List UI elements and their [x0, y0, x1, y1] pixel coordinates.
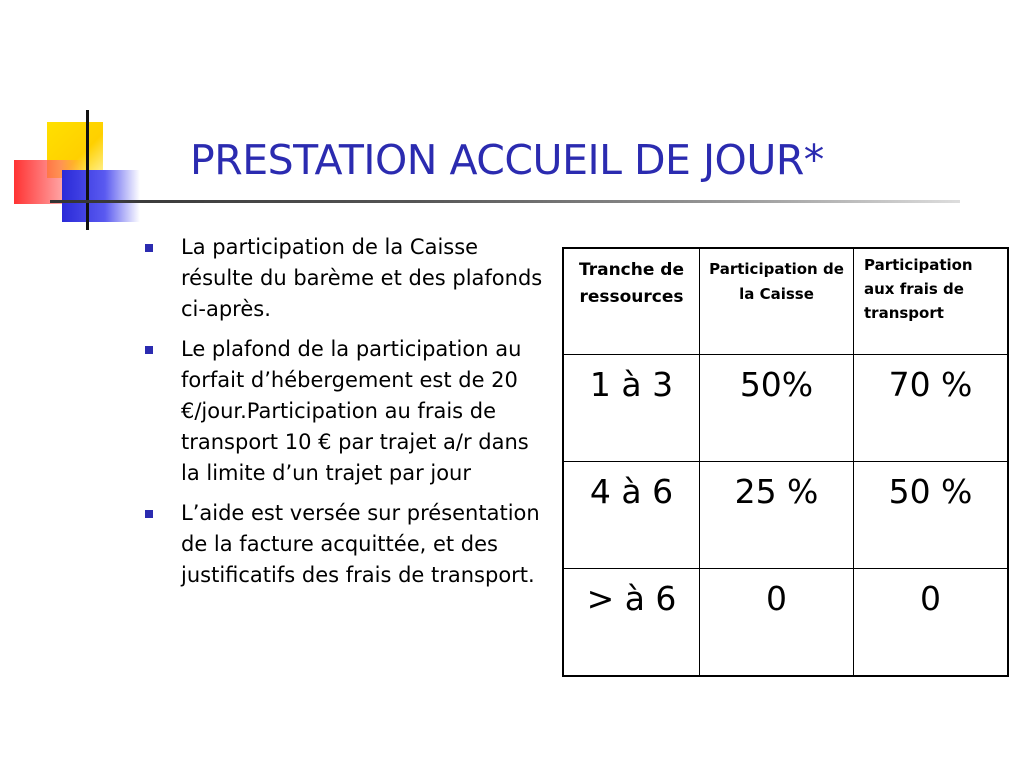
cell-text: 1 à 3	[589, 365, 674, 404]
slide-title: PRESTATION ACCUEIL DE JOUR*	[190, 136, 824, 184]
table-header-row	[563, 248, 1008, 355]
table-cell	[700, 462, 854, 569]
table-cell	[563, 462, 700, 569]
table-row	[563, 569, 1008, 677]
decorative-blue-square	[62, 170, 140, 222]
bullet-text: Le plafond de la participation au forfait d’hébergement est de 20 €/jour.Participation au frais de transport 10 € par trajet a/r dans la limite d’un trajet par jour	[181, 337, 529, 485]
cell-text: > à 6	[586, 579, 677, 618]
bullet-item	[142, 498, 552, 591]
table-cell	[854, 355, 1009, 462]
bullet-item	[142, 334, 552, 489]
header-participation-transport	[854, 248, 1009, 355]
cell-text: 4 à 6	[589, 472, 674, 511]
bullet-item	[142, 232, 552, 325]
cell-text: 25 %	[734, 472, 819, 511]
table-cell	[563, 355, 700, 462]
table-row	[563, 462, 1008, 569]
cell-text: 0	[920, 579, 941, 618]
table-cell	[854, 462, 1009, 569]
bullet-text: L’aide est versée sur présentation de la facture acquittée, et des justificatifs des frais de transport.	[181, 501, 540, 587]
bullet-text: La participation de la Caisse résulte du barème et des plafonds ci-après.	[181, 235, 543, 321]
header-tranche	[563, 248, 700, 355]
table-cell	[700, 569, 854, 677]
cell-text: 70 %	[888, 365, 973, 404]
square-bullet-icon	[145, 346, 153, 354]
table-cell	[854, 569, 1009, 677]
cell-text: 50 %	[888, 472, 973, 511]
table-cell	[563, 569, 700, 677]
decorative-vertical-line	[86, 110, 89, 230]
participation-table-container	[562, 247, 1009, 677]
title-underline	[50, 200, 960, 203]
table-row	[563, 355, 1008, 462]
header-participation-caisse	[700, 248, 854, 355]
header-participation-caisse-label: Participation de la Caisse	[709, 260, 844, 303]
table-cell	[700, 355, 854, 462]
cell-text: 0	[766, 579, 787, 618]
participation-table	[562, 247, 1009, 677]
header-participation-transport-label: Participation aux frais de transport	[864, 256, 973, 322]
header-tranche-label: Tranche de ressources	[578, 260, 684, 307]
bullet-list	[142, 232, 552, 600]
square-bullet-icon	[145, 510, 153, 518]
square-bullet-icon	[145, 244, 153, 252]
cell-text: 50%	[739, 365, 814, 404]
